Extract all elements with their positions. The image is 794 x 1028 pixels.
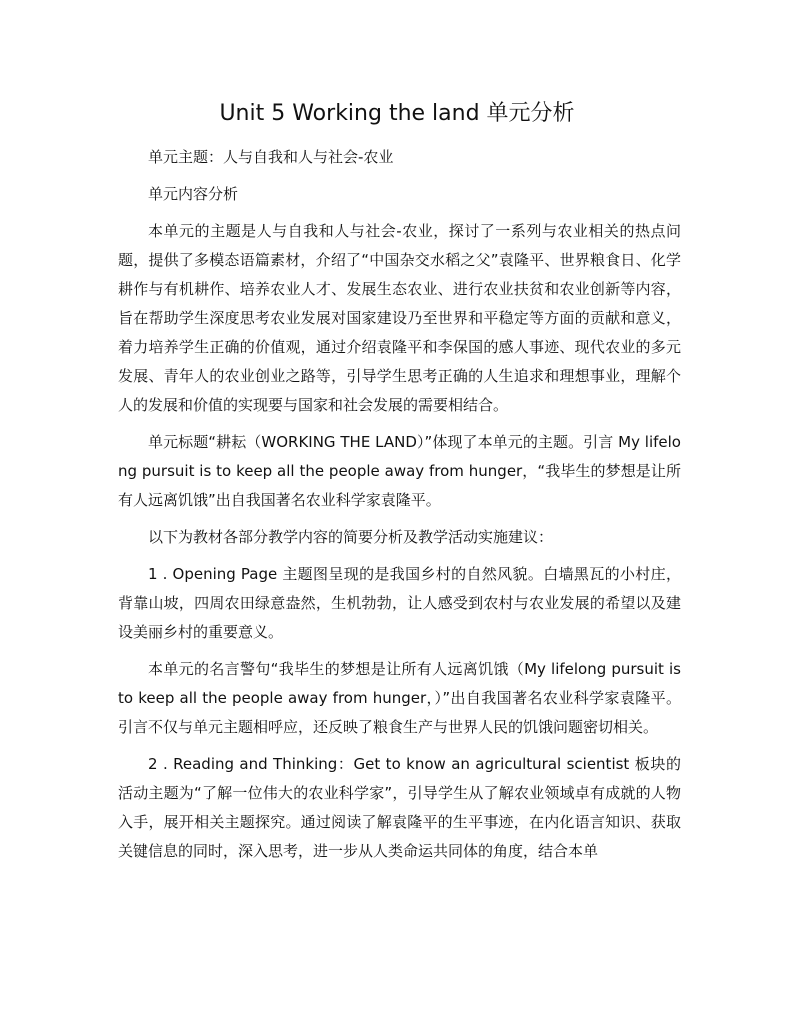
- paragraph-content-analysis-heading: 单元内容分析: [148, 185, 239, 203]
- paragraph-teaching-suggestions-intro: 以下为教材各部分教学内容的简要分析及教学活动实施建议：: [148, 528, 554, 546]
- document-body: [118, 143, 681, 874]
- document-title: Unit 5 Working the land 单元分析: [219, 101, 575, 126]
- paragraph-reading-and-thinking: 2 . Reading and Thinking：Get to know an agricultural scientist 板块的活动主题为“了解一位伟大的农业科学家”，引导学生从了解农业领域卓有成就的人物入手，展开相关主题探究。通过阅读了解袁隆平的生平事迹，在内化语言知识、获取关键信息的同时，深入思考，进一步从人类命运共同体的角度，结合本单: [118, 755, 681, 860]
- paragraph-theme-overview: 本单元的主题是人与自我和人与社会-农业，探讨了一系列与农业相关的热点问题，提供了多模态语篇素材，介绍了“中国杂交水稻之父”袁隆平、世界粮食日、化学耕作与有机耕作、培养农业人才、发展生态农业、进行农业扶贫和农业创新等内容，旨在帮助学生深度思考农业发展对国家建设乃至世界和平稳定等方面的贡献和意义，着力培养学生正确的价值观，通过介绍袁隆平和李保国的感人事迹、现代农业的多元发展、青年人的农业创业之路等，引导学生思考正确的人生追求和理想事业，理解个人的发展和价值的实现要与国家和社会发展的需要相结合。: [118, 222, 681, 414]
- paragraph-quote-analysis: 本单元的名言警句“我毕生的梦想是让所有人远离饥饿（My lifelong pursuit is to keep all the people away from hunger，）”出自我国著名农业科学家袁隆平。引言不仅与单元主题相呼应，还反映了粮食生产与世界人民的饥饿问题密切相关。: [118, 660, 681, 736]
- paragraph-unit-title: 单元标题“耕耘（WORKING THE LAND）”体现了本单元的主题。引言 My lifelong pursuit is to keep all the people away from hunger，“我毕生的梦想是让所有人远离饥饿”出自我国著名农业科学家袁隆平。: [118, 433, 681, 509]
- paragraph-opening-page: 1 . Opening Page 主题图呈现的是我国乡村的自然风貌。白墙黑瓦的小村庄，背靠山坡，四周农田绿意盎然，生机勃勃，让人感受到农村与农业发展的希望以及建设美丽乡村的重要意义。: [118, 565, 681, 641]
- paragraph-unit-theme: 单元主题：人与自我和人与社会-农业: [148, 148, 394, 166]
